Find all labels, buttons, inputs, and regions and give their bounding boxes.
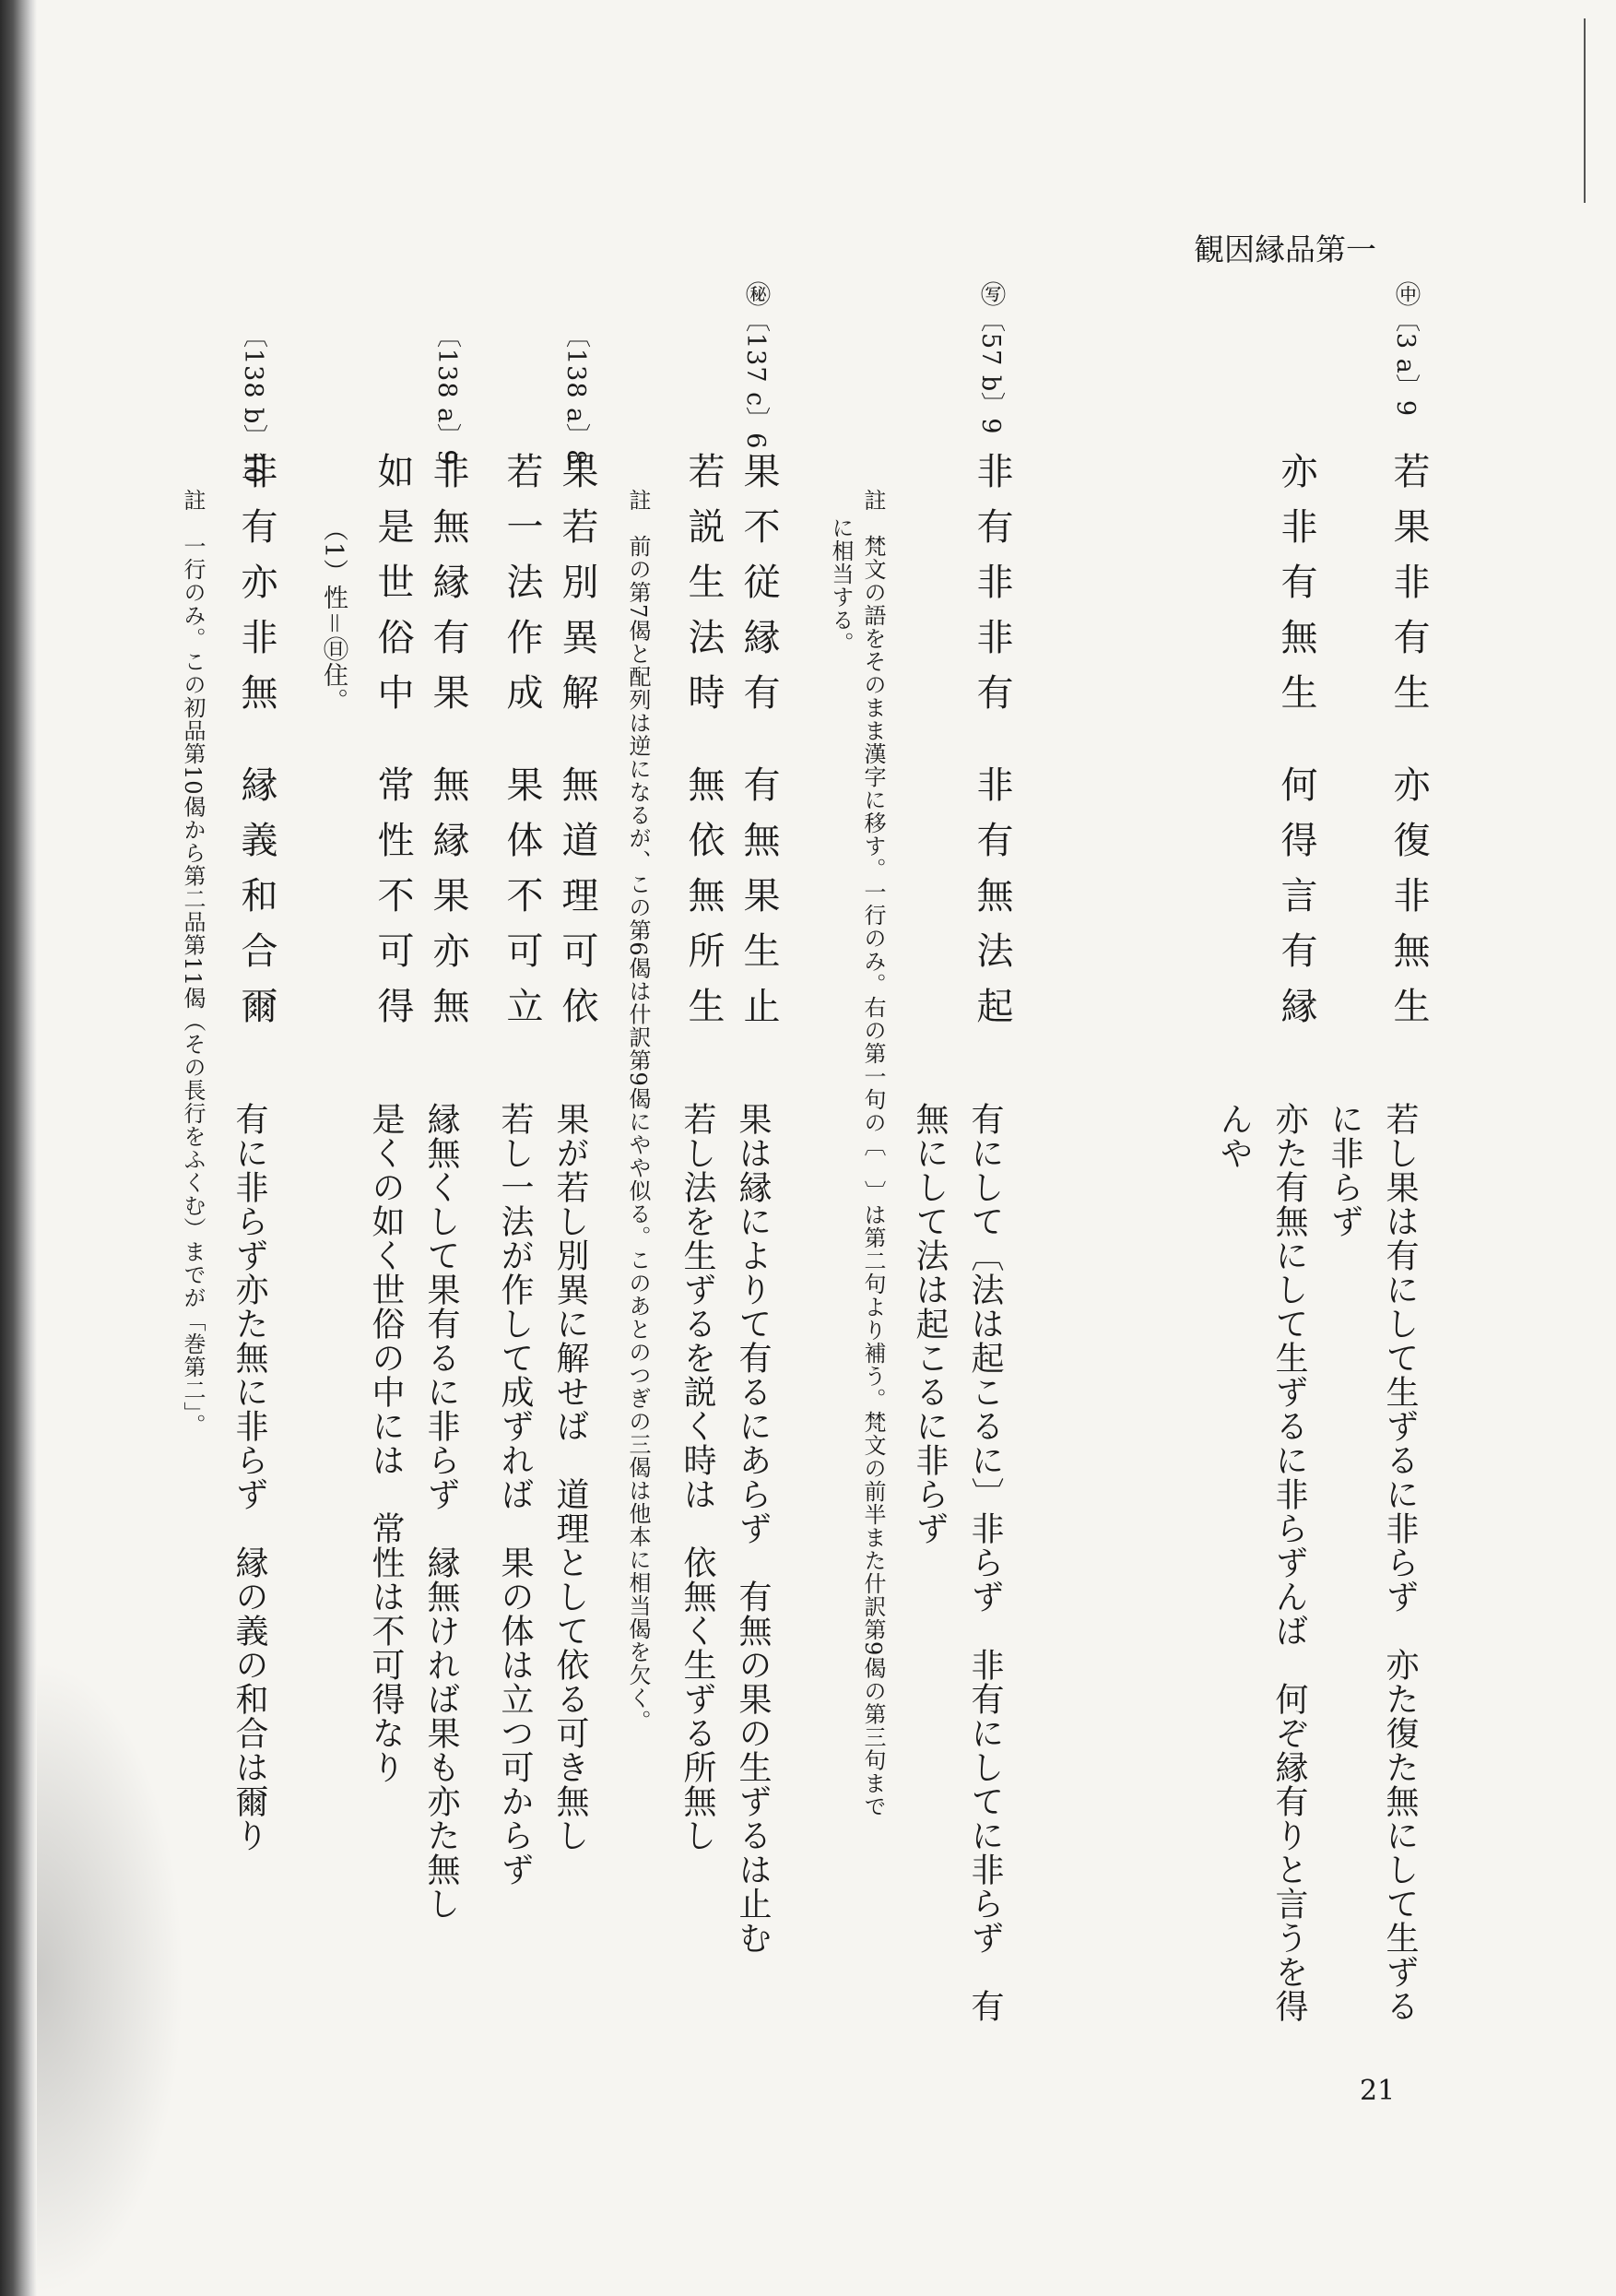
verse5-note: （1）性＝㊐住。 (319, 516, 348, 715)
verse3-line2a: 若説生法時 (682, 452, 725, 728)
verse2-translation-1: 有にして〔法は起こるに〕非らず 非有にしてに非らず 有 (966, 1102, 1004, 2023)
verse5-line2b: 常性不可得 (372, 765, 414, 1042)
verse1-label: ㊥〔3 a〕9 (1391, 281, 1420, 418)
verse6-translation-1: 有に非らず亦た無に非らず 縁の義の和合は爾り (230, 1102, 268, 1852)
verse4-label: 〔138 a〕8 (561, 323, 590, 467)
verse6-line1a: 非有亦非無 (235, 452, 277, 728)
verse3-note: 註 前の第7偈と配列は逆になるが、この第6偈は什訳第9偈にやや似る。このあとのつぎの三偈は他本に相当偈を欠く。 (625, 489, 651, 1733)
verse2-label: ㊢〔57 b〕9 (976, 281, 1005, 435)
page-number: 21 (1360, 2075, 1396, 2107)
verse6-label: 〔138 b〕10 (239, 323, 267, 484)
verse5-line2a: 如是世俗中 (372, 452, 414, 728)
verse3-line1b: 有無果生止 (737, 765, 780, 1042)
verse3-label: ㊙〔137 c〕6 (741, 281, 770, 450)
verse1-translation-1: 若し果は有にして生ずるに非らず 亦た復た無にして生ずる (1381, 1102, 1419, 2023)
running-head: 観因縁品第一 (1194, 231, 1376, 267)
verse6-line1b: 縁義和合爾 (235, 765, 277, 1042)
verse2-translation-2: 無にして法は起こるに非らず (911, 1102, 949, 1545)
verse4-translation-1: 果が若し別異に解せば 道理として依る可き無し (551, 1102, 589, 1852)
verse5-line1a: 非無縁有果 (427, 452, 469, 728)
verse4-translation-2: 若し一法が作して成ずれば 果の体は立つ可からず (496, 1102, 534, 1887)
verse2-note-1: 註 梵文の語をそのまま漢字に移す。一行のみ。右の第一句の〔 〕は第二句より補う。梵文の前半また什訳第9偈の第三句まで (860, 489, 886, 1818)
verse1-translation-2: に非らず (1326, 1102, 1363, 1238)
verse2-line1b: 非有無法起 (971, 765, 1013, 1042)
verse3-line2b: 無依無所生 (682, 765, 725, 1042)
verse4-line1a: 果若別異解 (556, 452, 598, 728)
verse4-line2a: 若一法作成 (501, 452, 543, 728)
verse1-line1a: 若果非有生 (1387, 452, 1430, 728)
verse5-label: 〔138 a〕9 (432, 323, 461, 467)
verse1-translation-3: 亦た有無にして生ずるに非らずんば 何ぞ縁有りと言うを得 (1270, 1102, 1308, 2023)
verse5-line1b: 無縁果亦無 (427, 765, 469, 1042)
verse5-translation-1: 縁無くして果有るに非らず 縁無ければ果も亦た無し (422, 1102, 460, 1921)
verse4-line2b: 果体不可立 (501, 765, 543, 1042)
page-smudge (37, 1660, 184, 2296)
verse2-line1a: 非有非非有 (971, 452, 1013, 728)
verse1-line2b: 何得言有縁 (1275, 765, 1317, 1042)
page-binding-shadow (0, 0, 37, 2296)
verse1-line2a: 亦非有無生 (1275, 452, 1317, 728)
verse3-translation-2: 若し法を生ずるを説く時は 依無く生ずる所無し (678, 1102, 716, 1852)
verse4-line1b: 無道理可依 (556, 765, 598, 1042)
verse3-line1a: 果不従縁有 (737, 452, 780, 728)
verse6-note: 註 一行のみ。この初品第10偈から第二品第11偈（その長行をふくむ）までが「巻第二」。 (180, 489, 206, 1438)
verse5-translation-2: 是くの如く世俗の中には 常性は不可得なり (367, 1102, 405, 1784)
margin-mark (1584, 18, 1586, 203)
verse1-translation-4: んや (1215, 1102, 1253, 1170)
verse1-line1b: 亦復非無生 (1387, 765, 1430, 1042)
verse3-translation-1: 果は縁によりて有るにあらず 有無の果の生ずるは止む (734, 1102, 772, 1955)
verse2-note-2: に相当する。 (828, 516, 854, 655)
